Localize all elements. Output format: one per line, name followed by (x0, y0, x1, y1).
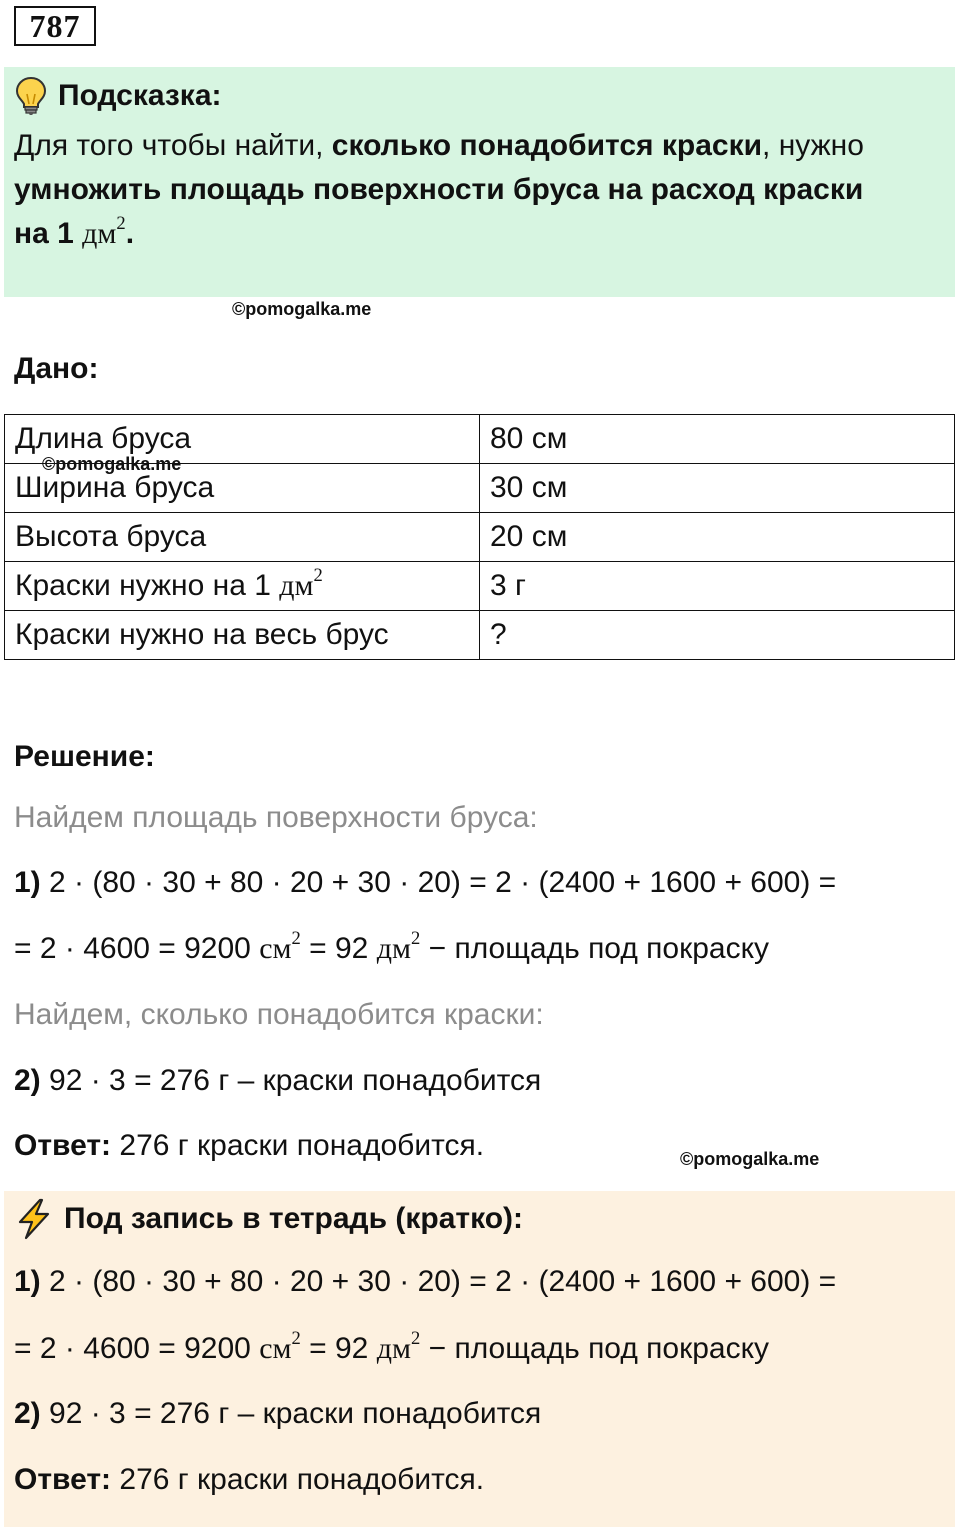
table-row (5, 611, 955, 660)
hint-title-text: Подсказка: (58, 79, 222, 112)
step1-expr2b: = 92 (300, 1332, 377, 1365)
given-title: Дано: (14, 352, 99, 385)
hint-text-5: на 1 (14, 217, 83, 250)
given-label-exp: 2 (313, 565, 323, 587)
given-value: 20 см (480, 513, 955, 562)
answer-label: Ответ: (14, 1463, 112, 1496)
unit-exp: 2 (291, 928, 301, 950)
answer-text: 276 г краски понадобится. (111, 1463, 485, 1496)
step1-line2 (14, 928, 770, 966)
given-label: Ширина бруса (5, 464, 480, 513)
given-table (4, 414, 955, 660)
solution-title: Решение: (14, 740, 155, 773)
step2-expr: 92 · 3 = 276 г – краски понадобится (40, 1397, 542, 1430)
hint-exp: 2 (116, 213, 126, 235)
table-row (5, 562, 955, 611)
given-label: Краски нужно на 1 (15, 569, 280, 602)
hint-text-2: сколько понадобится краски (331, 129, 763, 162)
hint-text-6: . (125, 217, 135, 250)
given-label-unit: дм (279, 569, 314, 602)
lightbulb-icon (14, 76, 48, 116)
step1-expr2c: − площадь под покраску (420, 932, 770, 965)
step1-expr2c: − площадь под покраску (420, 1332, 770, 1365)
task-number: 787 (14, 6, 96, 46)
table-row (5, 513, 955, 562)
notebook-step1-line2 (14, 1328, 770, 1366)
unit-exp: 2 (291, 1328, 301, 1350)
given-value: 3 г (480, 562, 955, 611)
step2-line (14, 1064, 541, 1098)
answer-text: 276 г краски понадобится. (111, 1129, 485, 1162)
notebook-step2-line (14, 1397, 541, 1431)
step2-expr: 92 · 3 = 276 г – краски понадобится (40, 1064, 542, 1097)
step1-intro: Найдем площадь поверхности бруса: (14, 801, 538, 834)
answer-label: Ответ: (14, 1129, 112, 1162)
step2-number: 2) (14, 1064, 41, 1097)
unit-dm: дм (376, 1332, 411, 1365)
watermark: ©pomogalka.me (42, 454, 182, 474)
answer-line (14, 1129, 484, 1163)
notebook-answer-line (14, 1463, 484, 1497)
given-value: 30 см (480, 464, 955, 513)
step2-number: 2) (14, 1397, 41, 1430)
unit-exp: 2 (410, 928, 421, 950)
watermark: ©pomogalka.me (232, 299, 372, 319)
hint-text (14, 124, 944, 256)
given-label: Высота бруса (5, 513, 480, 562)
given-label: Длина бруса (5, 415, 480, 464)
unit-cm: см (259, 1332, 292, 1365)
given-value: 80 см (480, 415, 955, 464)
step1-number: 1) (14, 1265, 41, 1298)
given-value: ? (480, 611, 955, 660)
notebook-title-text: Под запись в тетрадь (кратко): (64, 1202, 524, 1235)
hint-text-1: Для того чтобы найти, (14, 129, 332, 162)
given-label: Краски нужно на весь брус (5, 611, 480, 660)
step1-expr2a: = 2 · 4600 = 9200 (14, 932, 260, 965)
notebook-title (14, 1198, 523, 1240)
lightning-icon (14, 1198, 54, 1240)
step1-line1 (14, 866, 836, 900)
unit-exp: 2 (410, 1328, 421, 1350)
given-label-cell (5, 562, 480, 611)
watermark: ©pomogalka.me (680, 1149, 820, 1169)
hint-unit: дм (82, 217, 117, 250)
notebook-step1-line1 (14, 1265, 836, 1299)
step1-expr: 2 · (80 · 30 + 80 · 20 + 30 · 20) = 2 · (2400 + 1600 + 600) = (40, 1265, 837, 1298)
hint-text-4: умножить площадь поверхности бруса на расход краски (14, 173, 864, 206)
unit-dm: дм (376, 932, 411, 965)
hint-title (14, 76, 222, 116)
step2-intro: Найдем, сколько понадобится краски: (14, 998, 544, 1031)
step1-expr: 2 · (80 · 30 + 80 · 20 + 30 · 20) = 2 · (2400 + 1600 + 600) = (40, 866, 837, 899)
hint-text-3: , нужно (762, 129, 864, 162)
unit-cm: см (259, 932, 292, 965)
step1-expr2b: = 92 (300, 932, 377, 965)
step1-number: 1) (14, 866, 41, 899)
step1-expr2a: = 2 · 4600 = 9200 (14, 1332, 260, 1365)
